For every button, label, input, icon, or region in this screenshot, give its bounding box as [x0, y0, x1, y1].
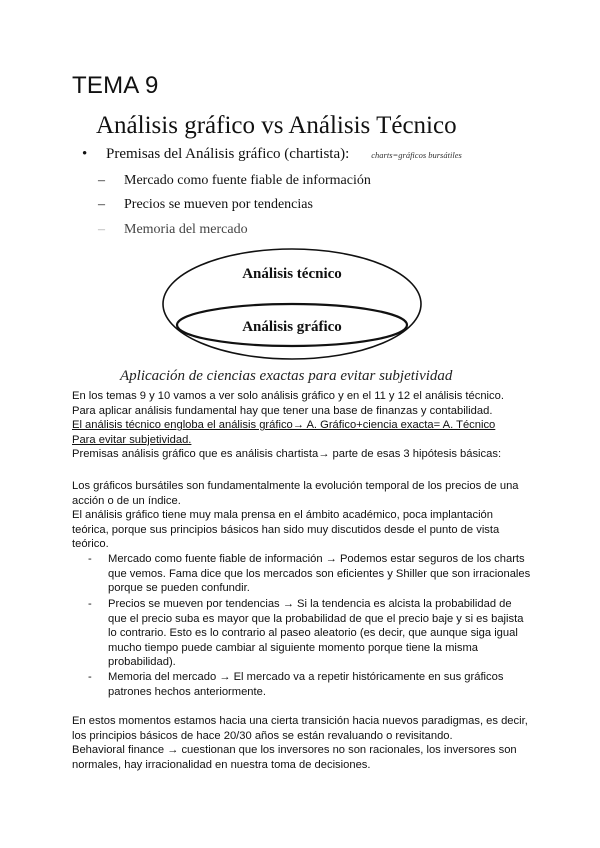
intro-line-2: Para aplicar análisis fundamental hay que tener una base de finanzas y contabilidad. [72, 404, 493, 417]
subpoint-3 [98, 222, 248, 238]
subpoint-1 [98, 173, 371, 189]
diagram-caption: Aplicación de ciencias exactas para evitar subjetividad [120, 368, 453, 384]
list-item [88, 597, 532, 670]
list-item [88, 552, 532, 596]
list-item-text: Precios se mueven por tendencias → Si la tendencia es alcista la probabilidad de que el precio suba es mayor que la probabilidad de que el precio baje y si es bajista lo contrario. Esto es lo contrario al paseo aleatorio (es decir, que aunque siga igual mucho tiempo puede cambiar al siguiente momento porque tiene la misma probabilidad). [108, 598, 524, 669]
dash-icon: – [98, 197, 105, 212]
closing-paragraph [72, 714, 532, 772]
dash-icon: – [98, 173, 105, 188]
subpoint-text: Precios se mueven por tendencias [124, 197, 313, 212]
slide-title: Análisis gráfico vs Análisis Técnico [96, 112, 457, 139]
dash-icon: - [88, 553, 92, 565]
charts-text-1: Los gráficos bursátiles son fundamentalmente la evolución temporal de los precios de una acción o de un índice. [72, 480, 519, 507]
subpoint-text: Memoria del mercado [124, 222, 248, 237]
dash-icon: – [98, 222, 105, 237]
premisas-heading [82, 146, 462, 163]
intro-line-4: Para evitar subjetividad. [72, 433, 192, 446]
subpoint-2 [98, 197, 313, 213]
list-item-text: Memoria del mercado → El mercado va a repetir históricamente en sus gráficos patrones hechos anteriormente. [108, 671, 504, 698]
list-item-text: Mercado como fuente fiable de información → Podemos estar seguros de los charts que vemos. Fama dice que los mercados son eficientes y Shiller que son irracionales porque se pueden confundir. [108, 553, 531, 595]
intro-line-1: En los temas 9 y 10 vamos a ver solo análisis gráfico y en el 11 y 12 el análisis técnico. [72, 390, 504, 402]
intro-line-5: Premisas análisis gráfico que es análisis chartista→ parte de esas 3 hipótesis básicas: [72, 448, 502, 461]
outer-label: Análisis técnico [242, 266, 342, 282]
closing-text-1: En estos momentos estamos hacia una cierta transición hacia nuevos paradigmas, es decir, los principios básicos de hace 20/30 años se están revaluando o revisitando. [72, 715, 528, 742]
intro-paragraph [72, 389, 532, 462]
page-title: TEMA 9 [72, 72, 159, 99]
charts-paragraph [72, 479, 528, 552]
venn-diagram [160, 247, 424, 365]
subpoint-text: Mercado como fuente fiable de información [124, 173, 371, 188]
intro-line-3: El análisis técnico engloba el análisis gráfico→ A. Gráfico+ciencia exacta= A. Técnico [72, 419, 496, 432]
closing-text-2: Behavioral finance → cuestionan que los inversores no son racionales, los inversores son normales, hay irracionalidad en nuestra toma de decisiones. [72, 744, 517, 771]
dash-icon: - [88, 598, 92, 610]
list-item [88, 670, 532, 699]
premisas-text: Premisas del Análisis gráfico (chartista): [106, 146, 350, 162]
premisas-note: charts=gráficos bursátiles [371, 150, 462, 160]
inner-label: Análisis gráfico [242, 319, 342, 335]
dash-icon: - [88, 671, 92, 683]
charts-text-2: El análisis gráfico tiene muy mala prensa en el ámbito académico, poca implantación teórica, porque sus principios básicos han sido muy discutidos desde el punto de vista teórico. [72, 509, 500, 551]
bullet-icon: • [82, 146, 88, 162]
